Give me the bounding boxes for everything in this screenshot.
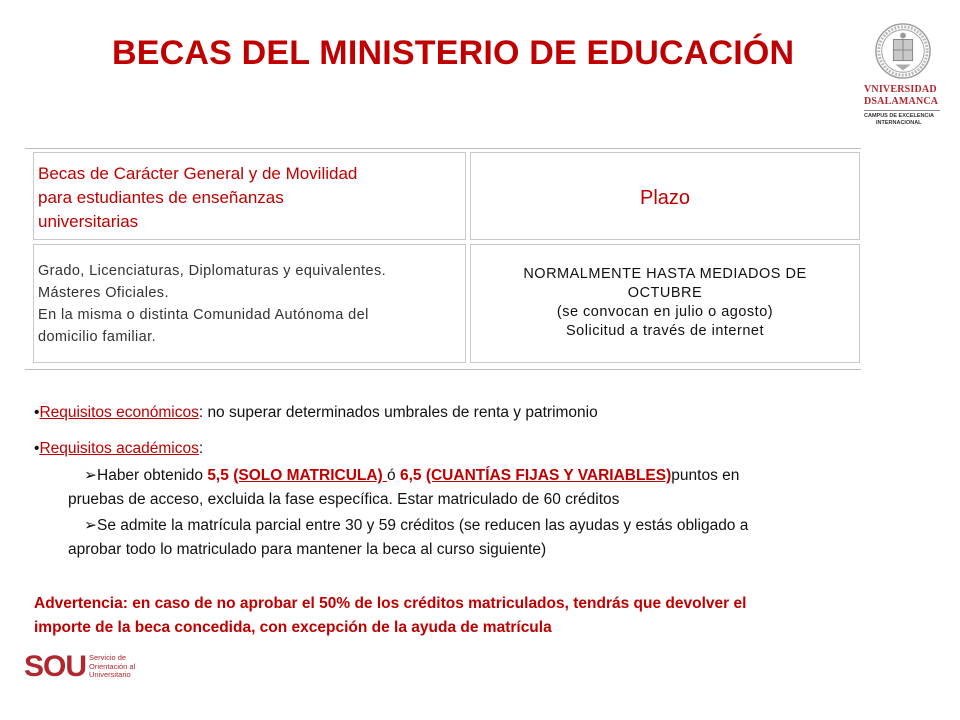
item2-line1: Se admite la matrícula parcial entre 30 y 59 créditos (se reducen las ayudas y estás obligado a [97,517,749,534]
header-becas-line: para estudiantes de enseñanzas [38,188,284,207]
estudios-line: Grado, Licenciaturas, Diplomaturas y equivalentes. [38,263,387,279]
item1-value2: 6,5 [399,467,422,484]
sou-text-line: Orientación al [89,661,136,671]
link-requisitos-economicos[interactable]: Requisitos económicos [39,404,199,421]
logo-subtitle-line1: CAMPUS DE EXCELENCIA [864,113,934,119]
bullet-dot: • [34,404,40,421]
requisitos-economicos-text: : no superar determinados umbrales de renta y patrimonio [198,404,598,421]
logo-divider [864,110,940,111]
header-cell-plazo [470,152,860,240]
advertencia-line2: importe de la beca concedida, con excepción de la ayuda de matrícula [34,619,552,636]
university-seal-icon [874,22,932,80]
university-name-line2: DSALAMANCA [864,96,939,107]
item1-pre: Haber obtenido [97,467,208,484]
item1-note2: (CUANTÍAS FIJAS Y VARIABLES) [425,467,672,484]
estudios-line: domicilio familiar. [38,329,156,345]
body-cell-plazo [470,244,860,363]
page-title: BECAS DEL MINISTERIO DE EDUCACIÓN [112,34,795,72]
university-name-line1: VNIVERSIDAD [864,84,937,95]
item1-value1: 5,5 [207,467,229,484]
logo-subtitle-line2: INTERNACIONAL [876,120,922,126]
item1-line2: pruebas de acceso, excluida la fase específica. Estar matriculado de 60 créditos [68,491,620,508]
bullet-dot: • [34,440,40,457]
header-cell-becas [33,152,466,240]
advertencia-line1: Advertencia: en caso de no aprobar el 50% de los créditos matriculados, tendrás que devolver el [34,595,747,612]
item1-post: puntos en [671,467,740,484]
header-becas-line: universitarias [38,212,139,231]
link-requisitos-academicos[interactable]: Requisitos académicos [39,440,199,457]
sou-text-line: Universitario [89,670,131,679]
sou-text-line: Servicio de [89,653,127,662]
sou-logo [24,650,154,686]
body-cell-estudios [33,244,466,363]
arrow-bullet-icon: ➢ [84,517,97,534]
becas-table [25,148,861,370]
academic-item-2 [68,514,910,562]
requisitos-academicos-colon: : [198,440,204,457]
bullet-requisitos-academicos [34,440,203,458]
plazo-line: (se convocan en julio o agosto) [556,304,774,320]
academic-item-1 [68,464,910,512]
table-top-border [25,148,861,149]
sou-logo-letters: SOU [24,650,87,683]
header-plazo-label: Plazo [639,187,691,209]
arrow-bullet-icon: ➢ [84,467,97,484]
advertencia-note [34,592,904,640]
estudios-line: Másteres Oficiales. [38,285,169,301]
sou-logo-text [89,654,135,680]
item1-note1: (SOLO MATRICULA) [233,467,388,484]
plazo-line: OCTUBRE [627,285,703,301]
estudios-line: En la misma o distinta Comunidad Autónoma del [38,307,369,323]
header-becas-line: Becas de Carácter General y de Movilidad [38,164,358,183]
bullet-requisitos-economicos [34,404,598,422]
item1-mid: ó [387,467,400,484]
table-bottom-border [25,369,861,370]
plazo-line: NORMALMENTE HASTA MEDIADOS DE [523,266,807,282]
item2-line2: aprobar todo lo matriculado para mantener la beca al curso siguiente) [68,541,547,558]
plazo-line: Solicitud a través de internet [566,323,764,339]
